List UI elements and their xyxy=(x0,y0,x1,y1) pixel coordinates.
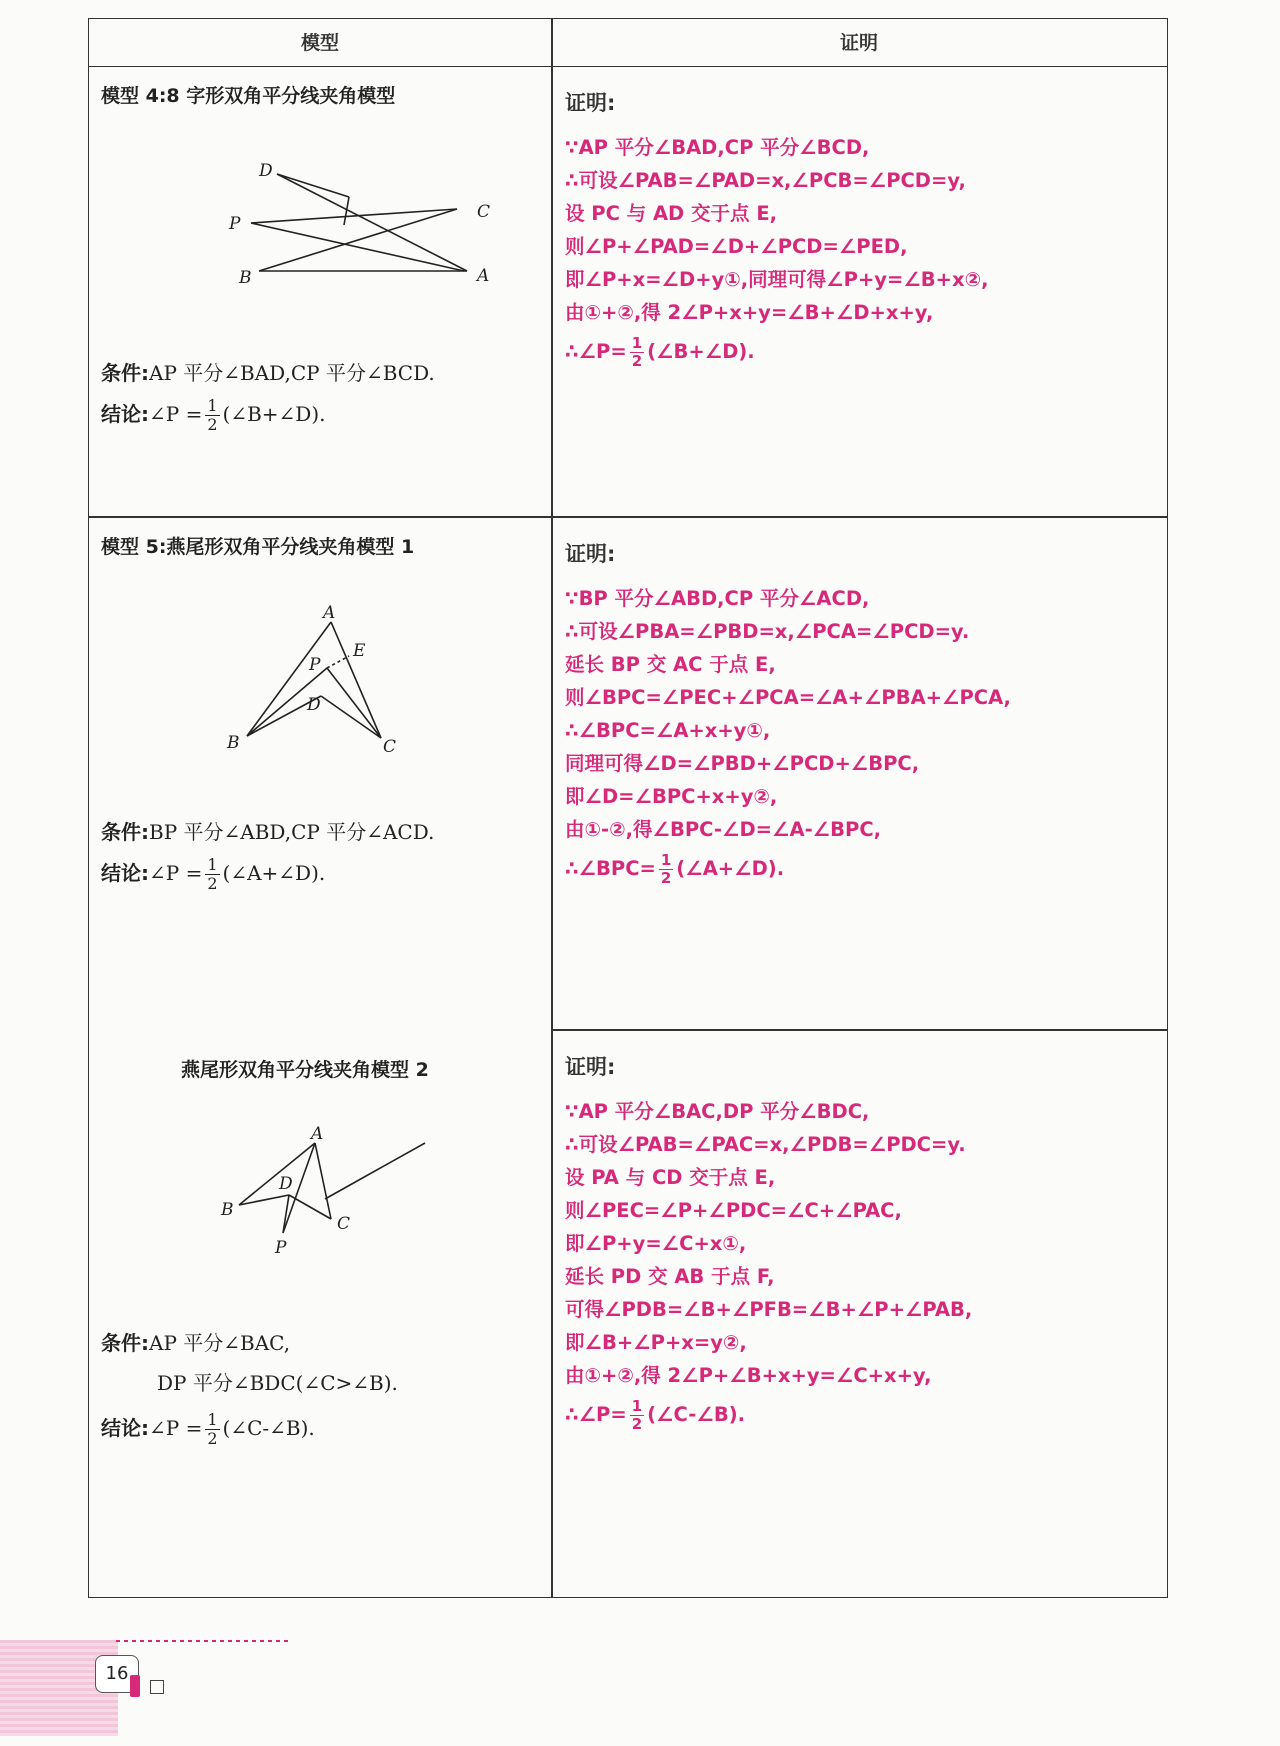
model5b-condition-prefix: 条件: xyxy=(101,1331,149,1355)
model4-proof-line: ∴可设∠PAB=∠PAD=x,∠PCB=∠PCD=y, xyxy=(565,169,966,192)
model4-proof xyxy=(565,131,989,375)
header-proof: 证明 xyxy=(839,32,878,54)
model5a-label-B: B xyxy=(227,733,240,753)
model5a-proof-final-right: (∠A+∠D). xyxy=(676,857,785,880)
model4-frac-num: 1 xyxy=(207,396,218,415)
model4-proof-frac-num: 1 xyxy=(631,334,643,352)
model5b-proof-line: 可得∠PDB=∠B+∠PFB=∠B+∠P+∠PAB, xyxy=(565,1298,973,1321)
model5a-proof-line: ∵BP 平分∠ABD,CP 平分∠ACD, xyxy=(565,587,870,610)
model5b-proof-final-right: (∠C-∠B). xyxy=(647,1403,746,1426)
model4-proof-line: ∵AP 平分∠BAD,CP 平分∠BCD, xyxy=(565,136,870,159)
model5a-diagram xyxy=(219,604,459,764)
model5a-proof-line: 由①-②,得∠BPC-∠D=∠A-∠BPC, xyxy=(565,818,882,841)
model5b-edge-AB xyxy=(325,1143,425,1199)
footer-dotted-line xyxy=(116,1640,290,1642)
model5b-proof xyxy=(565,1095,972,1438)
model5b-conclusion-right: (∠C-∠B). xyxy=(222,1416,315,1440)
model4-edge-BC xyxy=(259,209,457,271)
model5b-condition-line2: DP 平分∠BDC(∠C>∠B). xyxy=(157,1371,398,1395)
model4-label-P: P xyxy=(229,214,241,234)
model5b-label-A: A xyxy=(311,1124,324,1144)
model5b-proof-line: 由①+②,得 2∠P+∠B+x+y=∠C+x+y, xyxy=(565,1364,932,1387)
model5a-proof-line: 延长 BP 交 AC 于点 E, xyxy=(565,653,776,676)
model5b-proof-frac-num: 1 xyxy=(631,1397,643,1415)
model5a-label-P: P xyxy=(309,655,321,675)
model4-edge-PC xyxy=(251,209,457,223)
model4-proof-line: 由①+②,得 2∠P+x+y=∠B+∠D+x+y, xyxy=(565,301,934,324)
model4-label-A: A xyxy=(477,266,490,286)
square-icon xyxy=(150,1680,164,1694)
model4-diagram xyxy=(209,159,491,309)
model5a-condition-text: BP 平分∠ABD,CP 平分∠ACD. xyxy=(149,820,435,844)
model5b-conclusion xyxy=(101,1411,315,1448)
model5a-proof-line: ∴∠BPC=∠A+x+y①, xyxy=(565,719,771,742)
model5b-proof-line: 设 PA 与 CD 交于点 E, xyxy=(565,1166,776,1189)
model5a-cell xyxy=(89,518,551,1028)
model4-proof-cell xyxy=(551,67,1167,516)
model4-proof-final xyxy=(565,329,989,375)
model5b-edge-DP xyxy=(283,1195,289,1233)
model5a-proof-label: 证明: xyxy=(565,542,616,566)
model5b-proof-line: 即∠B+∠P+x=y②, xyxy=(565,1331,747,1354)
model5b-conclusion-prefix: 结论: xyxy=(101,1416,149,1440)
model5b-proof-fraction xyxy=(630,1398,644,1433)
page-number: 16 xyxy=(95,1655,139,1693)
model4-condition xyxy=(101,357,435,386)
model5a-proof-frac-den: 2 xyxy=(660,869,672,887)
model4-conclusion xyxy=(101,397,326,434)
model4-fraction xyxy=(205,397,219,434)
model4-proof-final-right: (∠B+∠D). xyxy=(647,340,755,363)
table-header xyxy=(89,19,1167,67)
model5a-proof-cell xyxy=(551,518,1167,1028)
model5b-proof-cell xyxy=(551,1031,1167,1597)
model5a-condition-prefix: 条件: xyxy=(101,820,149,844)
model4-proof-final-left: ∴∠P= xyxy=(565,340,627,363)
model4-label-B: B xyxy=(239,268,252,288)
model5a-frac-den: 2 xyxy=(207,874,218,893)
model5a-proof-line: 则∠BPC=∠PEC+∠PCA=∠A+∠PBA+∠PCA, xyxy=(565,686,1011,709)
model5b-condition xyxy=(101,1327,290,1356)
model5b-label-B: B xyxy=(221,1200,234,1220)
model5b-proof-final-left: ∴∠P= xyxy=(565,1403,627,1426)
model4-label-C: C xyxy=(477,202,491,222)
model4-proof-fraction xyxy=(630,335,644,370)
model5b-edge-AC xyxy=(315,1143,331,1219)
model4-conclusion-left: ∠P = xyxy=(149,402,203,426)
model5a-proof-fraction xyxy=(659,852,673,887)
model5a-frac-num: 1 xyxy=(207,855,218,874)
model5b-proof-line: 即∠P+y=∠C+x①, xyxy=(565,1232,747,1255)
model5a-conclusion-prefix: 结论: xyxy=(101,861,149,885)
model4-title: 模型 4:8 字形双角平分线夹角模型 xyxy=(101,85,396,107)
model4-proof-line: 设 PC 与 AD 交于点 E, xyxy=(565,202,778,225)
model4-conclusion-right: (∠B+∠D). xyxy=(222,402,326,426)
models-table xyxy=(88,18,1168,1598)
model5b-cell xyxy=(89,1031,551,1597)
model5b-proof-line: ∵AP 平分∠BAC,DP 平分∠BDC, xyxy=(565,1100,870,1123)
model5a-conclusion-right: (∠A+∠D). xyxy=(222,861,326,885)
model4-proof-label: 证明: xyxy=(565,91,616,115)
model5b-frac-num: 1 xyxy=(207,1410,218,1429)
model5b-label-D: D xyxy=(279,1174,293,1194)
model5a-condition xyxy=(101,816,434,845)
model5b-diagram xyxy=(219,1123,459,1283)
model5b-proof-label: 证明: xyxy=(565,1055,616,1079)
model5b-proof-frac-den: 2 xyxy=(631,1415,643,1433)
model5b-edge-BD xyxy=(239,1195,289,1205)
header-model: 模型 xyxy=(300,32,339,54)
model4-conclusion-prefix: 结论: xyxy=(101,402,149,426)
model5a-proof-line: 即∠D=∠BPC+x+y②, xyxy=(565,785,778,808)
model5a-conclusion-left: ∠P = xyxy=(149,861,203,885)
model5a-proof-final xyxy=(565,846,1011,892)
model4-condition-text: AP 平分∠BAD,CP 平分∠BCD. xyxy=(149,361,435,385)
model4-proof-frac-den: 2 xyxy=(631,352,643,370)
model4-cell xyxy=(89,67,551,516)
model5b-fraction xyxy=(205,1411,219,1448)
model5a-proof-final-left: ∴∠BPC= xyxy=(565,857,656,880)
model5b-proof-line: 延长 PD 交 AB 于点 F, xyxy=(565,1265,775,1288)
model5a-label-C: C xyxy=(383,737,397,757)
model4-proof-line: 则∠P+∠PAD=∠D+∠PCD=∠PED, xyxy=(565,235,908,258)
model5b-proof-line: ∴可设∠PAB=∠PAC=x,∠PDB=∠PDC=y. xyxy=(565,1133,966,1156)
model5a-title: 模型 5:燕尾形双角平分线夹角模型 1 xyxy=(101,536,415,558)
model4-frac-den: 2 xyxy=(207,415,218,434)
model5a-conclusion xyxy=(101,856,325,893)
model5b-proof-final xyxy=(565,1392,972,1438)
model5a-proof-line: ∴可设∠PBA=∠PBD=x,∠PCA=∠PCD=y. xyxy=(565,620,970,643)
model4-condition-prefix: 条件: xyxy=(101,361,149,385)
model5b-condition-line1: AP 平分∠BAC, xyxy=(149,1331,291,1355)
model5b-proof-line: 则∠PEC=∠P+∠PDC=∠C+∠PAC, xyxy=(565,1199,902,1222)
model5b-title: 燕尾形双角平分线夹角模型 2 xyxy=(181,1059,429,1081)
model5a-proof-line: 同理可得∠D=∠PBD+∠PCD+∠BPC, xyxy=(565,752,920,775)
model5b-frac-den: 2 xyxy=(207,1429,218,1448)
model4-label-D: D xyxy=(259,161,273,181)
model5a-label-E: E xyxy=(353,641,366,661)
model5b-label-P: P xyxy=(275,1238,287,1258)
page-number-accent xyxy=(130,1675,140,1697)
model4-edge-DC-left xyxy=(277,174,349,197)
model5b-conclusion-left: ∠P = xyxy=(149,1416,203,1440)
model5a-edge-PC xyxy=(327,668,381,738)
model5a-fraction xyxy=(205,856,219,893)
model5a-proof-frac-num: 1 xyxy=(660,851,672,869)
model5a-label-A: A xyxy=(323,603,336,623)
model5a-proof xyxy=(565,582,1011,892)
model5a-label-D: D xyxy=(307,695,321,715)
model4-proof-line: 即∠P+x=∠D+y①,同理可得∠P+y=∠B+x②, xyxy=(565,268,989,291)
model5a-edge-AB xyxy=(247,622,331,736)
model5b-label-C: C xyxy=(337,1214,351,1234)
